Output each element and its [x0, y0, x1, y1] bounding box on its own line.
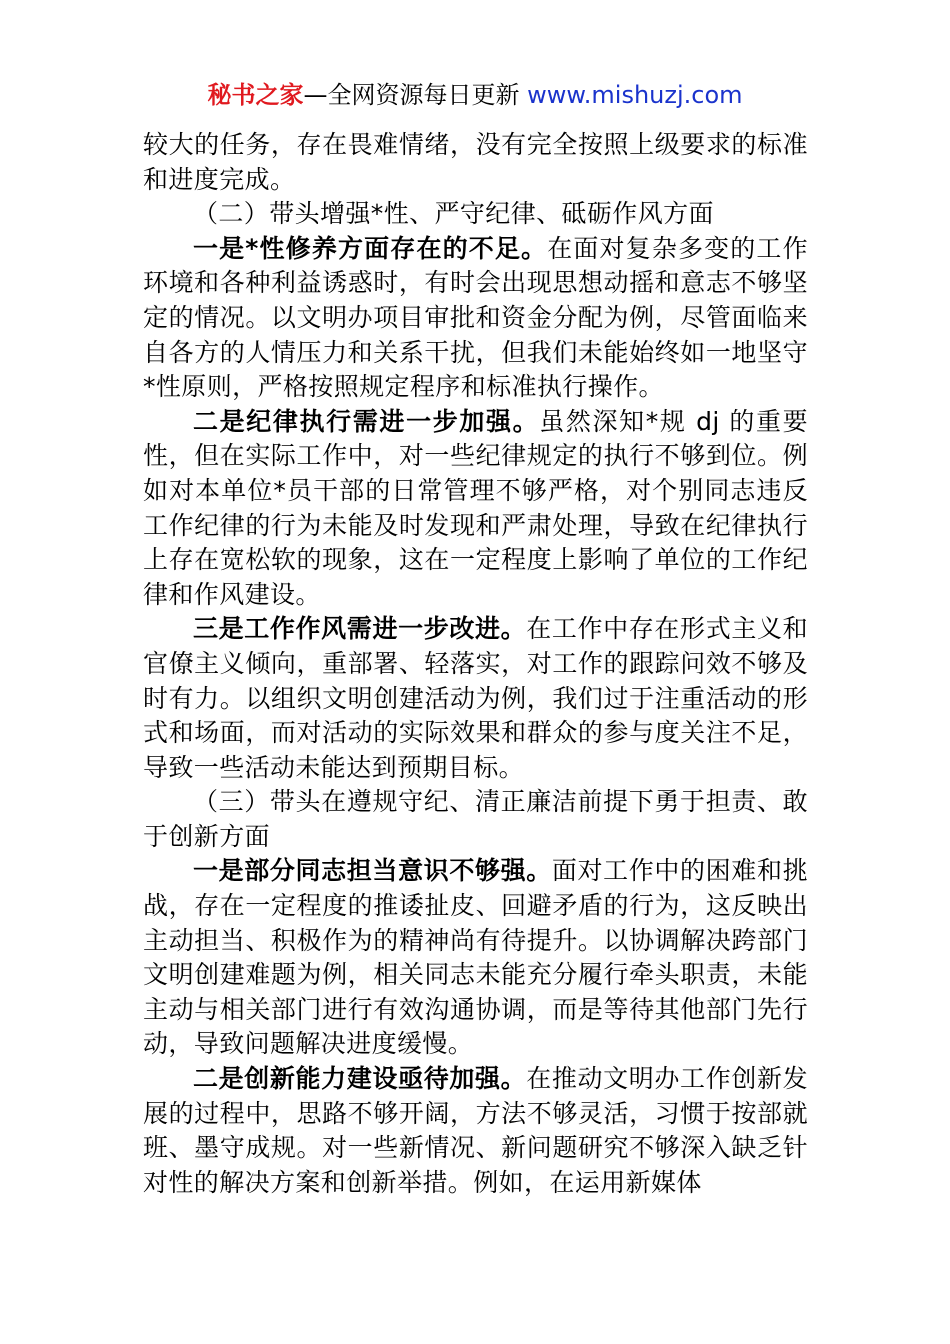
paragraph-item: [143, 232, 808, 405]
paragraph-lead: 一是*性修养方面存在的不足。: [193, 233, 548, 263]
paragraph-text: 在面对复杂多变的工作环境和各种利益诱惑时，有时会出现思想动摇和意志不够坚定的情况。以文明办项目审批和资金分配为例，尽管面临来自各方的人情压力和关系干扰，但我们未能始终如一地坚守*性原则，严格按照规定程序和标准执行操作。: [143, 233, 808, 402]
brand-name: 秘书之家: [207, 81, 304, 109]
paragraph-continuation: [143, 128, 808, 197]
paragraph-item: [143, 612, 808, 785]
section-heading-text: （三）带头在遵规守纪、清正廉洁前提下勇于担责、敢于创新方面: [143, 787, 808, 851]
paragraph-text: 较大的任务，存在畏难情绪，没有完全按照上级要求的标准和进度完成。: [143, 130, 808, 194]
paragraph-lead: 一是部分同志担当意识不够强。: [193, 856, 552, 886]
document-body: [143, 128, 808, 1200]
paragraph-lead: 三是工作作风需进一步改进。: [193, 614, 527, 644]
paragraph-text: 在工作中存在形式主义和官僚主义倾向，重部署、轻落实，对工作的跟踪问效不够及时有力。以组织文明创建活动为例，我们过于注重活动的形式和场面，而对活动的实际效果和群众的参与度关注不足，导致一些活动未能达到预期目标。: [143, 614, 808, 782]
header-tagline: —全网资源每日更新: [303, 81, 520, 109]
paragraph-item: [143, 1062, 808, 1200]
paragraph-item: [143, 405, 808, 613]
paragraph-lead: 二是创新能力建设亟待加强。: [193, 1064, 527, 1094]
paragraph-text: 在推动文明办工作创新发展的过程中，思路不够开阔，方法不够灵活，习惯于按部就班、墨守成规。对一些新情况、新问题研究不够深入缺乏针对性的解决方案和创新举措。例如，在运用新媒体: [143, 1064, 808, 1197]
paragraph-text: 面对工作中的困难和挑战，存在一定程度的推诿扯皮、回避矛盾的行为，这反映出主动担当、积极作为的精神尚有待提升。以协调解决跨部门文明创建难题为例，相关同志未能充分履行牵头职责，未能主动与相关部门进行有效沟通协调，而是等待其他部门先行动，导致问题解决进度缓慢。: [143, 856, 808, 1059]
paragraph-lead: 二是纪律执行需进一步加强。: [193, 406, 540, 436]
paragraph-text: 虽然深知*规 dj 的重要性，但在实际工作中，对一些纪律规定的执行不够到位。例如对本单位*员干部的日常管理不够严格，对个别同志违反工作纪律的行为未能及时发现和严肃处理，导致在纪律执行上存在宽松软的现象，这在一定程度上影响了单位的工作纪律和作风建设。: [143, 406, 808, 609]
section-heading-3: [143, 785, 808, 854]
section-heading-2: [143, 197, 808, 232]
section-heading-text: （二）带头增强*性、严守纪律、砥砺作风方面: [193, 199, 714, 229]
site-url-link[interactable]: www.mishuzj.com: [527, 81, 743, 109]
paragraph-item: [143, 854, 808, 1062]
page-header: [0, 78, 950, 112]
